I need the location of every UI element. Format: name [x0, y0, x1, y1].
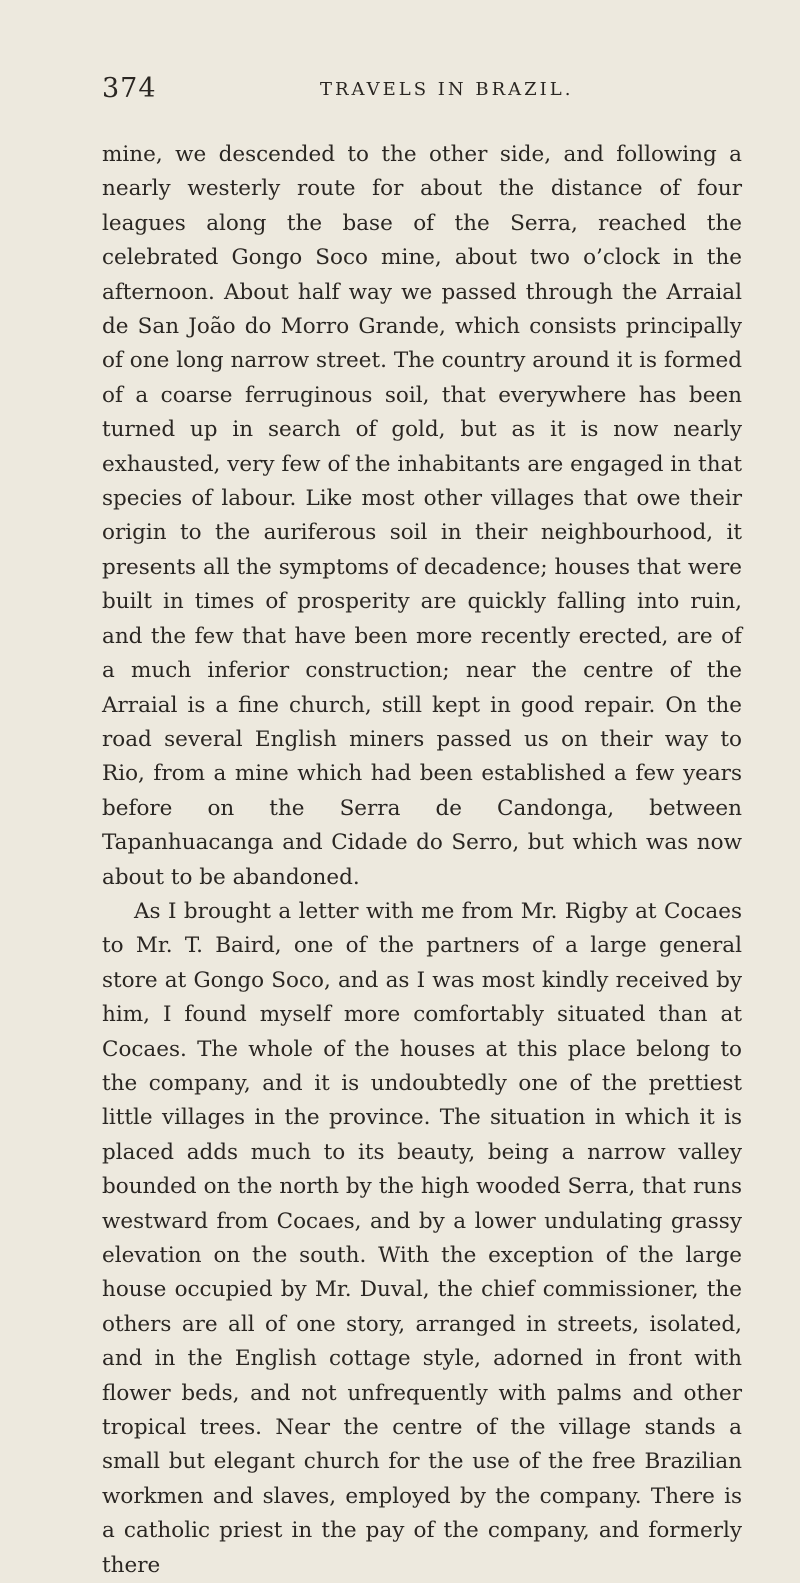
body-text	[102, 138, 742, 1583]
running-head	[102, 74, 742, 104]
paragraph: As I brought a letter with me from Mr. Rigby at Cocaes to Mr. T. Baird, one of the partners of a large general store at Gongo Soco, and as I was most kindly received by him, I found myself more comfortably situated than at Cocaes. The whole of the houses at this place belong to the company, and it is undoubtedly one of the prettiest little villages in the province. The situation in which it is placed adds much to its beauty, being a narrow valley bounded on the north by the high wooded Serra, that runs westward from Cocaes, and by a lower undulating grassy elevation on the south. With the exception of the large house occupied by Mr. Duval, the chief commissioner, the others are all of one story, arranged in streets, isolated, and in the English cottage style, adorned in front with flower beds, and not unfrequently with palms and other tropical trees. Near the centre of the village stands a small but elegant church for the use of the free Brazilian workmen and slaves, employed by the company. There is a catholic priest in the pay of the company, and formerly there	[102, 898, 742, 1578]
book-page	[0, 73, 800, 1578]
page-number: 374	[102, 73, 157, 104]
paragraph-continued: mine, we descended to the other side, and following a nearly westerly route for about the distance of four leagues along the base of the Serra, reached the celebrated Gongo Soco mine, about two o’clock in the afternoon. About half way we passed through the Arraial de San João do Morro Grande, which consists principally of one long narrow street. The country around it is formed of a coarse ferruginous soil, that everywhere has been turned up in search of gold, but as it is now nearly exhausted, very few of the inhabitants are engaged in that species of labour. Like most other villages that owe their origin to the auriferous soil in their neighbourhood, it presents all the symptoms of decadence; houses that were built in times of prosperity are quickly falling into ruin, and the few that have been more recently erected, are of a much inferior construction; near the centre of the Arraial is a fine church, still kept in good repair. On the road several English miners passed us on their way to Rio, from a mine which had been established a few years before on the Serra de Candonga, between Tapanhuacanga and Cidade do Serro, but which was now about to be abandoned.	[102, 142, 742, 890]
running-title: TRAVELS IN BRAZIL.	[320, 79, 574, 100]
